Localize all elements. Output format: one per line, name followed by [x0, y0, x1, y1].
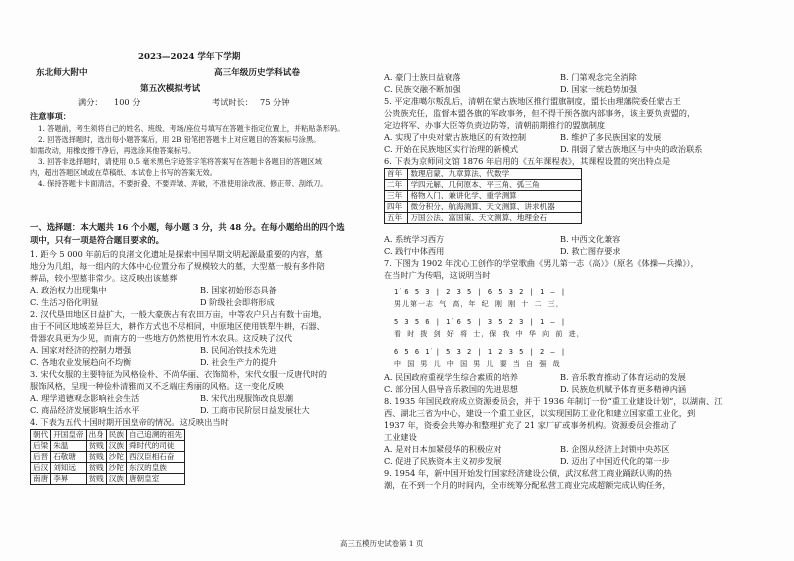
table-cell: 贫贱 [86, 463, 106, 474]
option: D. 削弱了蒙古族地区与中央的政治联系 [560, 144, 703, 154]
exam-title: 高三年级历史学科试卷 [214, 68, 300, 78]
option: D. 国家一统趋势加强 [560, 84, 637, 94]
option: B. 企图从经济上封锁中央苏区 [560, 444, 670, 454]
section-title: 一、选择题：本大题共 16 个小题，每小题 3 分，共 48 分。在每小题给出的四个选 [30, 222, 345, 232]
q4-stem: 4. 下表为五代十国时期开国皇帝的情况。这反映出当时 [30, 417, 229, 427]
option: A. 民国政府重视学生综合素质的培养 [384, 372, 518, 382]
option: C. 践行中体西用 [384, 246, 445, 256]
table-row [385, 169, 582, 180]
music-notes: 5 3 5 6 | 1̇ 6 5 | 3 5 2 3 | 1 — | [394, 318, 567, 326]
table-cell: 三年 [385, 191, 408, 202]
table-header-row [31, 430, 185, 441]
table-cell: 数理启蒙、九章算法、代数学 [408, 169, 582, 180]
note-line: 如需改动，用橡皮擦干净后，再选涂其他答案标号。 [30, 146, 196, 155]
q5-stem: 定边将军、办事大臣等负责边防等，清朝前期推行的盟旗制度 [384, 120, 606, 130]
note-line: 1. 答题前，考生须将自己的姓名、班级、考场/座位号填写在答题卡指定位置上，并粘贴条形码。 [38, 124, 345, 133]
option: A. 是对日本加紧侵华的积极应对 [384, 444, 502, 454]
option: D. 迈出了中国近代化的第一步 [560, 456, 670, 466]
option: A. 豪门士族日益衰落 [384, 72, 461, 82]
option: C. 部分国人倡导音乐救国的先进思想 [384, 384, 518, 394]
q5-stem: 公贵族充任，监督本盟各旗的军政事务，但不得干预各旗内部事务，该主要负责盟的， [384, 108, 696, 118]
table-cell: 唐朝皇室 [126, 474, 184, 485]
q7-stem: 7. 下图为 1902 年沈心工创作的学堂歌曲《男儿第一志（高）》（原名《体操—兵操》）， [384, 258, 699, 268]
q3-stem: 服饰风格，呈现一种俭朴清雅而又不乏端庄秀丽的风格。这一变化反映 [30, 381, 284, 391]
q2-stem: 骨器农具更为少见，而南方的一些地方仍然使用竹木农具。这反映了汉代 [30, 333, 293, 343]
table-cell: 学四元解、几何原本、平三角、弧三角 [408, 180, 582, 191]
option: D. 救亡图存要求 [560, 246, 621, 256]
music-notes: 6 5 6 1̇ | 5 3 2 | 1 2 3 5 | 2 — | [394, 348, 567, 356]
option: D. 民族危机赋予体育更多精神内涵 [560, 384, 687, 394]
table-cell: 石敬瑭 [51, 452, 86, 463]
score-label: 满分： [78, 97, 103, 107]
option: B. 国家初始形态具备 [200, 285, 277, 295]
option: C. 促进了民族资本主义初步发展 [384, 456, 502, 466]
table-cell: 贫贱 [86, 452, 106, 463]
option: A. 理学道德观念影响社会生活 [30, 393, 140, 403]
option: D 阶级社会即将形成 [200, 297, 275, 307]
time-value: 75 分钟 [260, 97, 290, 107]
page-footer: 高三五模历史试卷第 1 页 [340, 539, 424, 548]
table-cell: 后梁 [31, 441, 51, 452]
time-label: 考试时长： [212, 97, 253, 107]
column-header: 出身 [86, 430, 106, 441]
music-lyrics: 中 国 男 儿 中 国 男 儿 要 当 自 强 哉 [394, 360, 561, 368]
note-line: 内，超出答题区域或在草稿纸、本试卷上书写的答案无效。 [30, 168, 217, 177]
table-cell: 南唐 [31, 474, 51, 485]
q1-stem: 地分为几组，每一组内的大体中心位置分布了规模较大的墓，大型墓一般有多件陪 [30, 261, 325, 271]
option: B. 音乐教育推动了体育运动的发展 [560, 372, 686, 382]
option: B. 门第观念完全消除 [560, 72, 637, 82]
table-cell: 微分积分、航海测算、天文测算、讲求机器 [408, 202, 582, 213]
table-cell: 舜时代的司徒 [126, 441, 184, 452]
notes-title: 注意事项： [30, 111, 71, 121]
column-header: 民族 [106, 430, 126, 441]
music-notes: 1̇ 6 5 3 | 2 3 5 | 6 5 3 2 | 1 — | [394, 288, 567, 296]
table-cell: 后汉 [31, 463, 51, 474]
q8-stem: 工业建设 [384, 432, 417, 442]
table-cell: 西汉臣相石奋 [126, 452, 184, 463]
exam-name: 第五次模拟考试 [140, 84, 201, 94]
table-cell: 李昪 [51, 474, 86, 485]
table-cell: 贫贱 [86, 441, 106, 452]
option: B. 中西文化兼容 [560, 234, 621, 244]
option: C. 生活习俗化明显 [30, 297, 99, 307]
option: A. 系统学习西方 [384, 234, 445, 244]
table-cell: 汉族 [106, 441, 126, 452]
table-cell: 格物入门、兼讲化学、重学测算 [408, 191, 582, 202]
q7-stem: 在当时广为传唱，这说明当时 [384, 270, 491, 280]
table-cell: 首年 [385, 169, 408, 180]
q8-stem: 西、湖北三省为中心，建设一个重工业区，以实现国防工业化和建立国家重工业化，到 [384, 408, 696, 418]
note-line: 4. 保持答题卡卡面清洁，不要折叠、不要弄皱、弄破，不准使用涂改液、修正带、刮纸刀。 [38, 179, 328, 188]
table-cell: 朱温 [51, 441, 86, 452]
option: B. 维护了多民族国家的发展 [560, 132, 662, 142]
column-header: 朝代 [31, 430, 51, 441]
table-row [31, 452, 185, 463]
option: C. 商品经济发展影响生活水平 [30, 405, 140, 415]
option: C. 开始在民族地区实行治理的新模式 [384, 144, 518, 154]
q3-stem: 3. 宋代女服的主要特征为风格俭朴、不尚华丽、衣饰简朴，宋代女服一反唐代时的 [30, 369, 327, 379]
table-row [31, 441, 185, 452]
table-cell: 贫贱 [86, 474, 106, 485]
q2-stem: 由于不同区地域差异巨大，耕作方式也不尽相同，中原地区使用铁犁牛耕，石器、 [30, 321, 325, 331]
q2-stem: 2. 汉代垦田地区日益扩大，一般大豪族占有农田万亩，中等农户只占有数十亩地， [30, 309, 327, 319]
music-lyrics: 男儿第一志 气 高，年 纪 刚 刚 十 二 三， [394, 300, 564, 308]
table-row [31, 474, 185, 485]
option: A. 国家对经济的控制力增强 [30, 345, 132, 355]
column-header: 自己追溯的祖先 [126, 430, 184, 441]
table-cell: 五年 [385, 213, 408, 224]
score-value: 100 分 [114, 97, 141, 107]
q1-stem: 葬品，较小型墓非常少。这反映出该墓葬 [30, 273, 178, 283]
table-cell: 沙陀 [106, 452, 126, 463]
section-title-2: 项中，只有一项是符合题目要求的。 [30, 235, 164, 245]
q1-stem: 1. 距今 5 000 年前后的良渚文化遗址是探索中国早期文明起源最重要的内容，墓 [30, 249, 323, 259]
option: D. 工商市民阶层日益发展壮大 [200, 405, 310, 415]
q9-stem: 潮，在不到一个月的时间内，全市统筹分配私营工商业完成超额完成认购任务， [384, 480, 671, 490]
table-row [31, 463, 185, 474]
note-line: 2. 回答选择题时，选出每小题答案后，用 2B 铅笔把答题卡上对应题目的答案标号涂黑。 [38, 135, 321, 144]
q9-stem: 9. 1954 年，新中国开始发行国家经济建设公债，武汉私营工商业踊跃认购的热 [384, 468, 672, 478]
table-cell: 汉族 [106, 474, 126, 485]
q8-stem: 1937 年，资委会共筹办和整理扩充了 21 家厂矿或事务机构。资源委员会推动了 [384, 420, 677, 430]
table-cell: 万国公法、富国策、天文测算、地理金石 [408, 213, 582, 224]
music-lyrics: 看 时 拨 剑 好 将 士，保 我 中 华 向 前 进， [394, 330, 585, 338]
q5-stem: 5. 平定准噶尔叛乱后，清朝在蒙古族地区推行盟旗制度，盟长由理藩院委任蒙古王 [384, 96, 681, 106]
option: A. 政治权力出现集中 [30, 285, 107, 295]
option: D. 社会生产力的提升 [200, 357, 277, 367]
column-header: 开国皇帝 [51, 430, 86, 441]
table-cell: 二年 [385, 180, 408, 191]
q6-table [384, 168, 582, 224]
option: C. 各地农业发展趋向不均衡 [30, 357, 132, 367]
option: C. 民族交融不断加强 [384, 84, 461, 94]
q6-stem: 6. 下表为京师同文馆 1876 年启用的《五年课程表》，其课程设置的突出特点是 [384, 156, 671, 166]
option: A. 实现了中央对蒙古族地区的有效控制 [384, 132, 527, 142]
option: B. 民间冶铁技术先进 [200, 345, 277, 355]
table-cell: 刘知远 [51, 463, 86, 474]
term-heading: 2023—2024 学年下学期 [138, 52, 241, 62]
table-row [385, 202, 582, 213]
table-row [385, 180, 582, 191]
q8-stem: 8. 1935 年国民政府成立资源委员会，并于 1936 年制订一份“重工业建设计划”，以湖南、江 [384, 396, 723, 406]
table-cell: 东汉的皇族 [126, 463, 184, 474]
q4-table [30, 429, 185, 485]
option: B. 宋代出现服饰改良思潮 [200, 393, 294, 403]
table-cell: 后晋 [31, 452, 51, 463]
table-cell: 四年 [385, 202, 408, 213]
table-cell: 沙陀 [106, 463, 126, 474]
school-name: 东北师大附中 [36, 68, 88, 78]
note-line: 3. 回答非选择题时，请使用 0.5 毫米黑色字迹签字笔将答案写在答题卡各题目的答题区域 [38, 157, 322, 166]
table-row [385, 191, 582, 202]
table-row [385, 213, 582, 224]
